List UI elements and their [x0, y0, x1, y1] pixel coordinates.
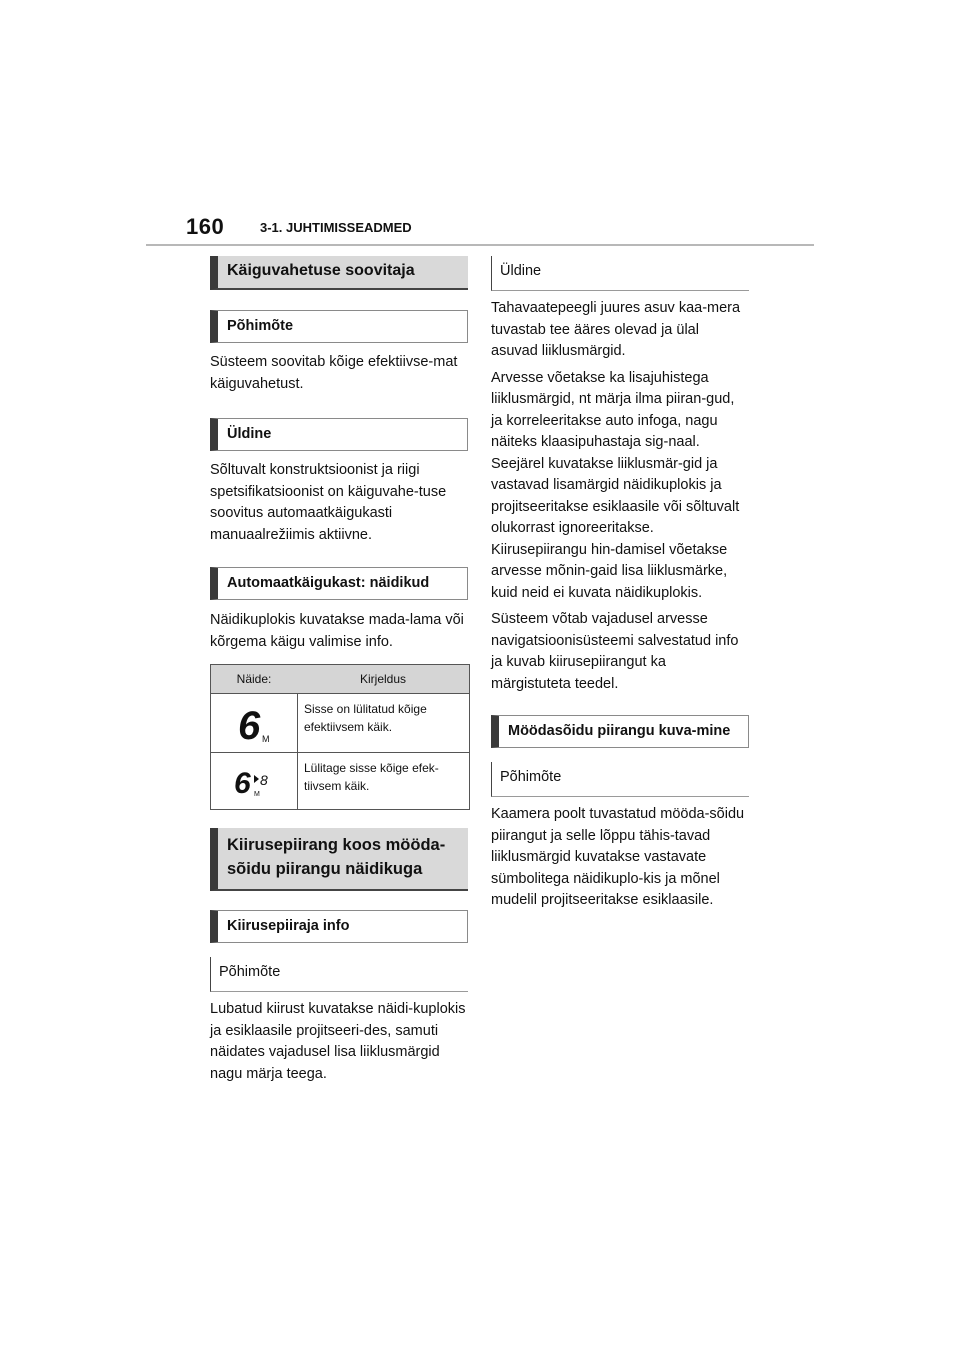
header-divider	[146, 244, 814, 246]
svg-text:8: 8	[260, 772, 268, 788]
table-row	[211, 752, 469, 809]
gear-6-m-icon	[211, 694, 298, 752]
paragraph-navigation: Süsteem võtab vajadusel arvesse navigatsioonisüsteemi salvestatud info ja kuvab kiirusepiirangut ka märgistuteta teedel.	[491, 611, 739, 692]
table-header	[211, 665, 469, 694]
heading-general: Üldine	[210, 418, 468, 451]
heading-principle: Põhimõte	[210, 310, 468, 343]
left-column	[210, 256, 468, 1085]
paragraph-overtaking: Kaamera poolt tuvastatud mööda-sõidu piirangut ja selle lõppu tähis-tavad liiklusmärgid kuvatakse vastavate sümbolitega näidikuplo-kis ja mõnel mudelil projitseeritakse esiklaasile.	[491, 806, 745, 908]
heading-speed-limit: Kiirusepiirang koos mööda-sõidu piirangu näidikuga	[210, 828, 468, 891]
heading-automatic-display: Automaatkäigukast: näidikud	[210, 567, 468, 600]
page-header	[186, 214, 816, 246]
gear-indicator-table	[210, 664, 470, 810]
heading-gear-advisor: Käiguvahetuse soovitaja	[210, 256, 468, 290]
paragraph-speed-limit-info: Lubatud kiirust kuvatakse näidi-kuplokis ja esiklaasile projitseeri-des, samuti näidates vajadusel lisa liiklusmärgid nagu märja teega.	[210, 1001, 466, 1082]
table-cell: Sisse on lülitatud kõige efektiivsem käik.	[304, 702, 427, 734]
heading-principle: Põhimõte	[210, 957, 468, 992]
gear-6-to-8-icon	[211, 753, 298, 809]
table-row	[211, 694, 469, 752]
section-title: 3-1. JUHTIMISSEADMED	[260, 220, 412, 235]
column-header-description: Kirjeldus	[359, 672, 407, 686]
heading-principle: Põhimõte	[491, 762, 749, 797]
heading-general: Üldine	[491, 256, 749, 291]
table-cell: Lülitage sisse kõige efek-tiivsem käik.	[304, 761, 439, 793]
svg-text:6: 6	[238, 704, 261, 745]
svg-text:M: M	[262, 734, 270, 744]
heading-speed-limit-info: Kiirusepiiraja info	[210, 910, 468, 943]
column-header-example: Näide:	[236, 672, 272, 686]
paragraph-camera: Tahavaatepeegli juures asuv kaa-mera tuvastab tee ääres olevad ja ülal asuvad liiklusmärgid.	[491, 300, 741, 359]
heading-overtaking-restriction: Möödasõidu piirangu kuva-mine	[491, 715, 749, 748]
paragraph-general: Sõltuvalt konstruktsioonist ja riigi spetsifikatsioonist on käiguvahe-tuse soovitus automaatkäigukasti manuaalrežiimis aktiivne.	[210, 462, 447, 543]
right-column	[491, 256, 749, 912]
paragraph-automatic-display: Näidikuplokis kuvatakse mada-lama või kõrgema käigu valimise info.	[210, 612, 464, 650]
svg-text:M: M	[254, 791, 260, 798]
paragraph-traffic-signs: Arvesse võetakse ka lisajuhistega liiklusmärgid, nt märja ilma piiran-gud, ja korreleeritakse auto infoga, nagu näiteks klaasipuhastaja sig-naal. Seejärel kuvatakse liiklusmär-gid ja vastavad lisamärgid näidikuplokis ja projitseeritakse esiklaasile või sõltuvalt olukorrast ignoreeritakse. Kiirusepiirangu hin-damisel võetakse arvesse mõnin-gaid lisa liiklusmärke, kuid neid ei kuvata näidikuplokis.	[491, 369, 740, 601]
svg-text:6: 6	[234, 767, 251, 800]
page-number: 160	[186, 214, 225, 239]
paragraph-gear-advisor: Süsteem soovitab kõige efektiivse-mat käiguvahetust.	[210, 354, 458, 392]
